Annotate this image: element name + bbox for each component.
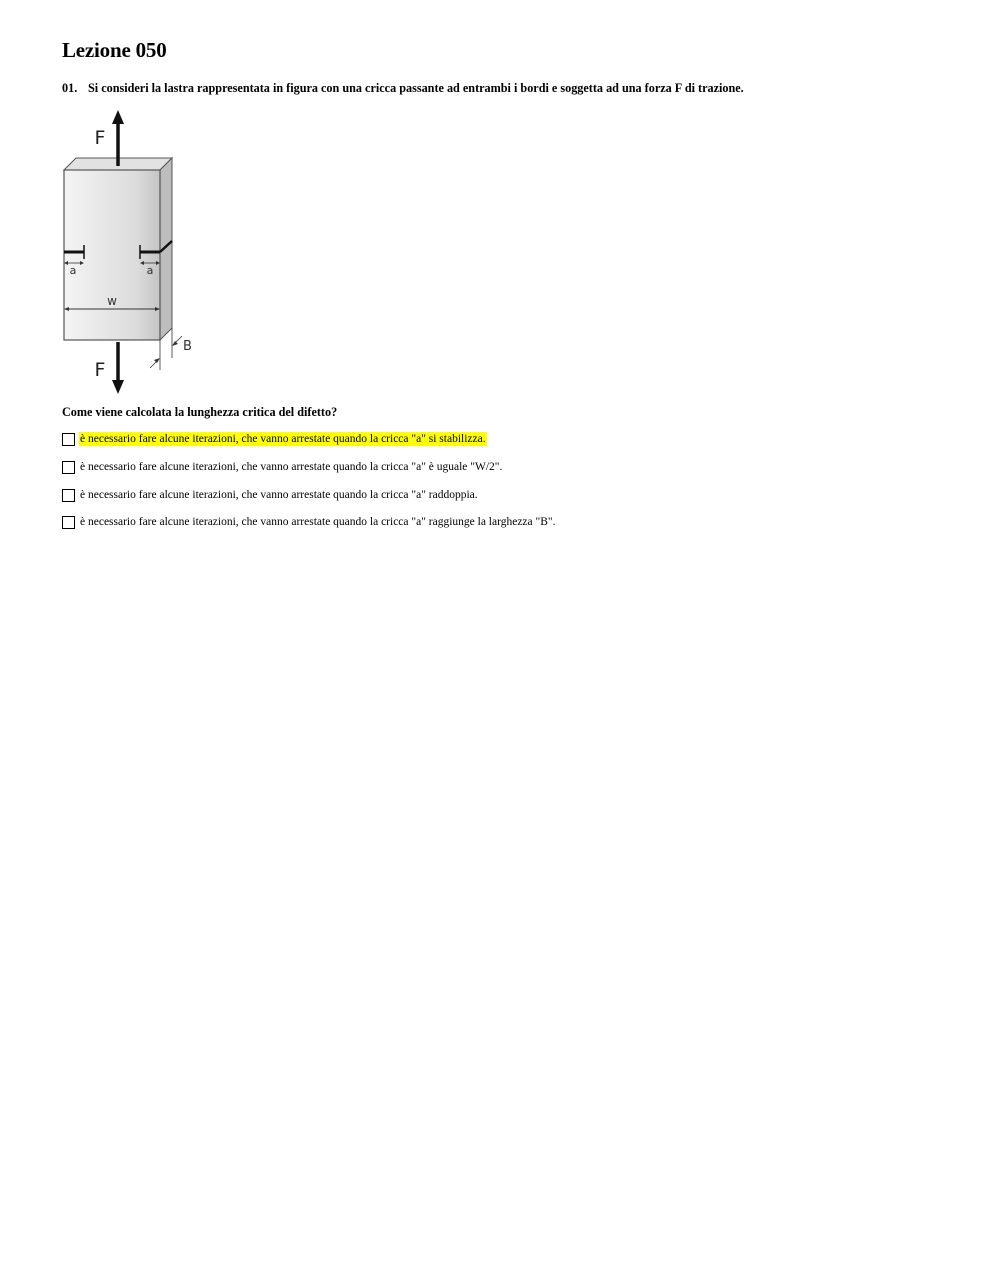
cracked-plate-figure xyxy=(60,108,200,398)
force-top-arrowhead-icon xyxy=(112,110,124,124)
lesson-title: Lezione 050 xyxy=(62,38,167,62)
answer-checkbox[interactable] xyxy=(62,489,75,502)
answer-checkbox[interactable] xyxy=(62,433,75,446)
force-bottom-arrowhead-icon xyxy=(112,380,124,394)
arrowhead-icon xyxy=(154,358,160,363)
answer-text: è necessario fare alcune iterazioni, che vanno arrestate quando la cricca "a" raddoppia. xyxy=(80,489,478,501)
crack-right-label: a xyxy=(146,264,154,277)
plate-front-face xyxy=(64,170,160,340)
question-prompt: Come viene calcolata la lunghezza critica del difetto? xyxy=(62,405,338,419)
force-bottom-label: F xyxy=(94,359,106,381)
width-label: w xyxy=(107,294,117,308)
answer-text: è necessario fare alcune iterazioni, che vanno arrestate quando la cricca "a" raggiunge la larghezza "B". xyxy=(80,516,556,528)
answer-checkbox[interactable] xyxy=(62,516,75,529)
answer-checkbox[interactable] xyxy=(62,461,75,474)
answer-text: è necessario fare alcune iterazioni, che vanno arrestate quando la cricca "a" si stabilizza. xyxy=(80,433,486,445)
arrowhead-icon xyxy=(172,341,178,346)
question-text: Si consideri la lastra rappresentata in figura con una cricca passante ad entrambi i bordi e soggetta ad una forza F di trazione. xyxy=(88,81,744,95)
answer-option-2[interactable] xyxy=(62,459,503,475)
thickness-label: B xyxy=(183,339,192,354)
answer-option-3[interactable] xyxy=(62,487,479,503)
answer-option-4[interactable] xyxy=(62,514,556,530)
question-number: 01. xyxy=(62,81,78,95)
answer-option-1[interactable] xyxy=(62,431,487,447)
force-top-label: F xyxy=(94,127,106,149)
crack-left-label: a xyxy=(69,264,77,277)
answer-text: è necessario fare alcune iterazioni, che vanno arrestate quando la cricca "a" è uguale "W/2". xyxy=(80,461,503,473)
question-statement xyxy=(62,81,744,96)
